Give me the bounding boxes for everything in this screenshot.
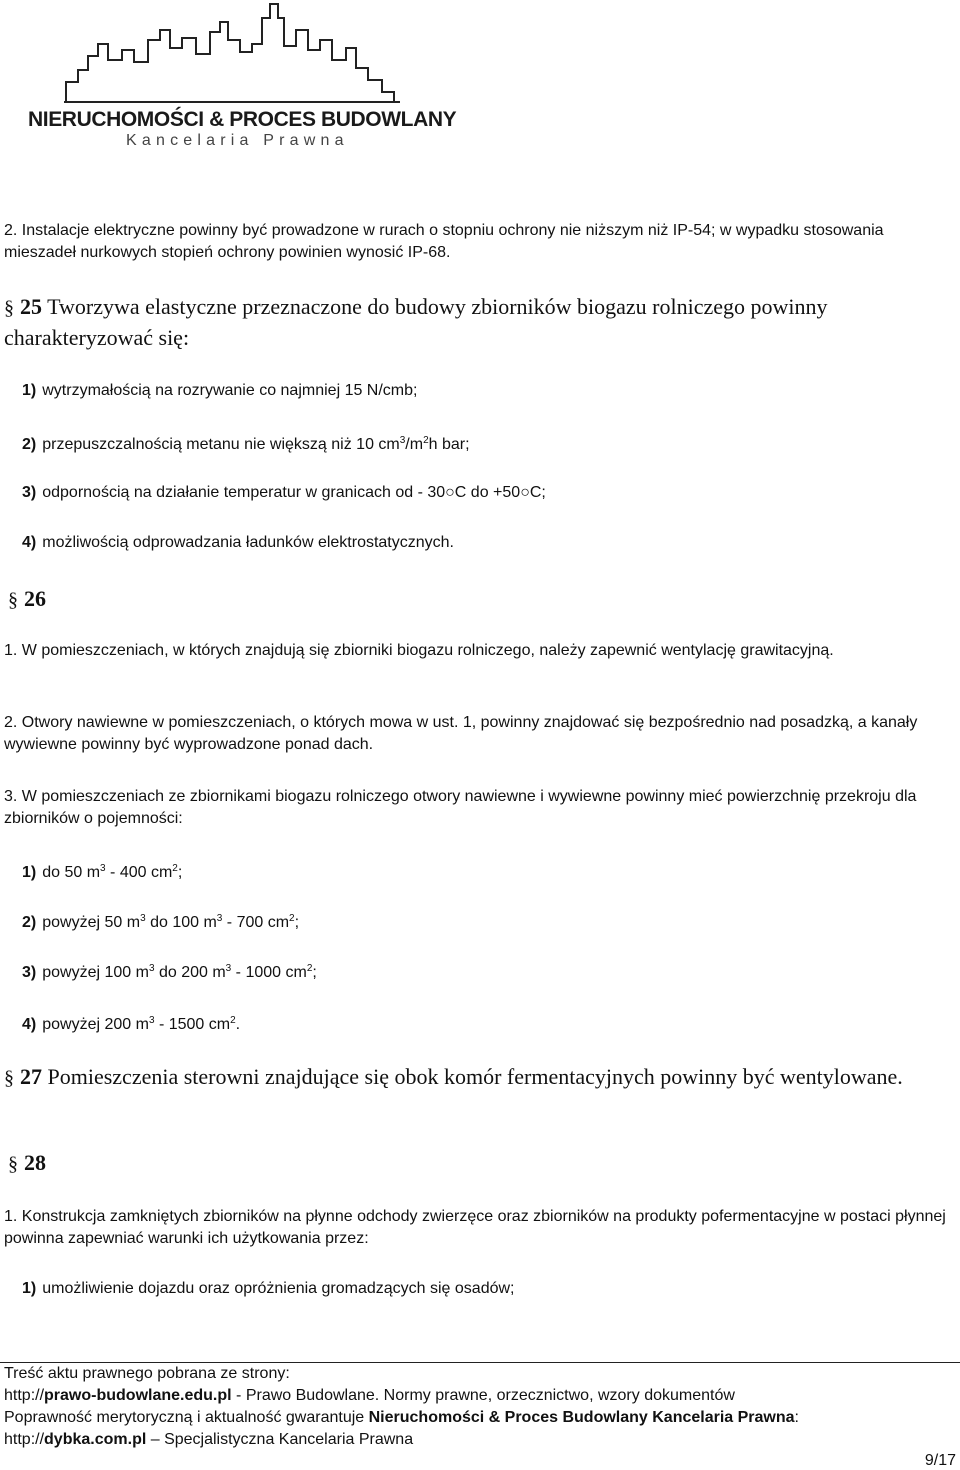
footer-text: – Specjalistyczna Kancelaria Prawna xyxy=(146,1431,414,1448)
superscript: 3 xyxy=(216,913,223,924)
section-number: 28 xyxy=(24,1150,46,1175)
paragraph: 1. Konstrukcja zamkniętych zbiorników na płynne odchody zwierzęce oraz zbiorników na produkty pofermentacyjne w postaci płynnej powinna zapewniać warunki ich użytkowania przez: xyxy=(4,1208,946,1247)
item-text: umożliwienie dojazdu oraz opróżnienia gromadzących się osadów; xyxy=(42,1280,515,1297)
footer-link[interactable]: prawo-budowlane.edu.pl xyxy=(44,1387,232,1404)
item-number: 2) xyxy=(22,914,37,931)
item-text: wytrzymałością na rozrywanie co najmniej 15 N/cmb; xyxy=(42,382,418,399)
item-text: przepuszczalnością metanu nie większą niż 10 cm xyxy=(42,436,400,453)
footer-line-4 xyxy=(4,1430,413,1450)
item-text: powyżej 100 m xyxy=(42,964,149,981)
item-text: powyżej 50 m xyxy=(42,914,141,931)
section-sign-icon: § xyxy=(4,297,14,319)
footer-link-prefix: http:// xyxy=(4,1431,45,1448)
item-text: /m xyxy=(405,436,424,453)
footer-line-2 xyxy=(4,1386,735,1406)
list-item xyxy=(22,482,546,504)
logo xyxy=(14,0,457,160)
item-text: do 50 m xyxy=(42,864,101,881)
superscript: 3 xyxy=(100,863,106,874)
item-text: . xyxy=(235,1016,241,1033)
section-number: 27 xyxy=(20,1064,42,1089)
item-number: 1) xyxy=(22,382,37,399)
section-text: Tworzywa elastyczne przeznaczone do budowy zbiorników biogazu rolniczego powinny charakteryzować się: xyxy=(4,294,828,350)
item-text: - 400 cm xyxy=(105,864,173,881)
list-item xyxy=(22,908,299,934)
item-text: ; xyxy=(294,914,300,931)
section-number: 26 xyxy=(24,586,46,611)
item-number: 3) xyxy=(22,964,37,981)
section-27-heading xyxy=(4,1062,952,1093)
superscript: 3 xyxy=(399,435,406,446)
item-text: ; xyxy=(177,864,183,881)
item-number: 3) xyxy=(22,484,37,501)
footer-text: - Prawo Budowlane. Normy prawne, orzecznictwo, wzory dokumentów xyxy=(231,1387,735,1404)
list-item xyxy=(22,380,417,402)
page-number: 9/17 xyxy=(924,1452,956,1469)
list-item xyxy=(22,1278,515,1300)
footer-text: : xyxy=(794,1409,799,1426)
superscript: 2 xyxy=(230,1015,236,1026)
section-28-heading xyxy=(8,1148,956,1179)
footer-link[interactable]: dybka.com.pl xyxy=(44,1431,147,1448)
item-text: - 1500 cm xyxy=(154,1016,231,1033)
item-text: możliwością odprowadzania ładunków elektrostatycznych. xyxy=(42,534,454,551)
item-text: powyżej 200 m xyxy=(42,1016,149,1033)
paragraph-intro: 2. Instalacje elektryczne powinny być prowadzone w rurach o stopniu ochrony nie niższym niż IP-54; w wypadku stosowania mieszadeł nurkowych stopień ochrony powinien wynosić IP-68. xyxy=(4,222,884,261)
list-item xyxy=(22,532,454,554)
list-item xyxy=(22,858,182,884)
item-number: 1) xyxy=(22,1280,37,1297)
item-text: h bar; xyxy=(428,436,470,453)
logo-name: NIERUCHOMOŚCI & PROCES BUDOWLANY xyxy=(28,108,457,131)
superscript: 3 xyxy=(225,963,232,974)
footer-firm-name: Nieruchomości & Proces Budowlany Kancelaria Prawna xyxy=(368,1409,795,1426)
city-skyline-logo xyxy=(64,0,404,106)
footer-text: Poprawność merytoryczną i aktualność gwarantuje xyxy=(4,1409,369,1426)
logo-subtitle: Kancelaria Prawna xyxy=(126,132,349,149)
paragraph: 2. Otwory nawiewne w pomieszczeniach, o których mowa w ust. 1, powinny znajdować się bezpośrednio nad posadzką, a kanały wywiewne powinny być wyprowadzone ponad dach. xyxy=(4,714,918,753)
superscript: 2 xyxy=(172,863,178,874)
paragraph: 1. W pomieszczeniach, w których znajdują się zbiorniki biogazu rolniczego, należy zapewnić wentylację grawitacyjną. xyxy=(4,642,834,659)
item-text: - 700 cm xyxy=(222,914,290,931)
item-number: 4) xyxy=(22,1016,37,1033)
list-item xyxy=(22,430,470,456)
item-text: odpornością na działanie temperatur w granicach od - 30○C do +50○C; xyxy=(42,484,546,501)
item-number: 2) xyxy=(22,436,37,453)
item-number: 4) xyxy=(22,534,37,551)
superscript: 2 xyxy=(306,963,313,974)
item-text: - 1000 cm xyxy=(231,964,307,981)
item-number: 1) xyxy=(22,864,37,881)
section-25-heading xyxy=(4,292,952,353)
superscript: 2 xyxy=(289,913,295,924)
superscript: 2 xyxy=(423,435,429,446)
footer-link-prefix: http:// xyxy=(4,1387,45,1404)
section-sign-icon: § xyxy=(8,589,18,611)
footer-divider xyxy=(0,1362,960,1363)
item-text: ; xyxy=(312,964,317,981)
section-sign-icon: § xyxy=(8,1153,18,1175)
footer-line-1: Treść aktu prawnego pobrana ze strony: xyxy=(4,1365,290,1382)
superscript: 3 xyxy=(148,963,155,974)
superscript: 3 xyxy=(140,913,146,924)
list-item xyxy=(22,1010,240,1036)
section-26-heading xyxy=(8,584,956,615)
item-text: do 200 m xyxy=(154,964,226,981)
section-number: 25 xyxy=(20,294,42,319)
item-text: do 100 m xyxy=(145,914,217,931)
section-text: Pomieszczenia sterowni znajdujące się obok komór fermentacyjnych powinny być wentylowane. xyxy=(47,1064,903,1089)
superscript: 3 xyxy=(148,1015,155,1026)
section-sign-icon: § xyxy=(4,1067,14,1089)
paragraph: 3. W pomieszczeniach ze zbiornikami biogazu rolniczego otwory nawiewne i wywiewne powinny mieć powierzchnię przekroju dla zbiorników o pojemności: xyxy=(4,788,917,827)
footer-line-3 xyxy=(4,1408,799,1428)
list-item xyxy=(22,958,317,984)
